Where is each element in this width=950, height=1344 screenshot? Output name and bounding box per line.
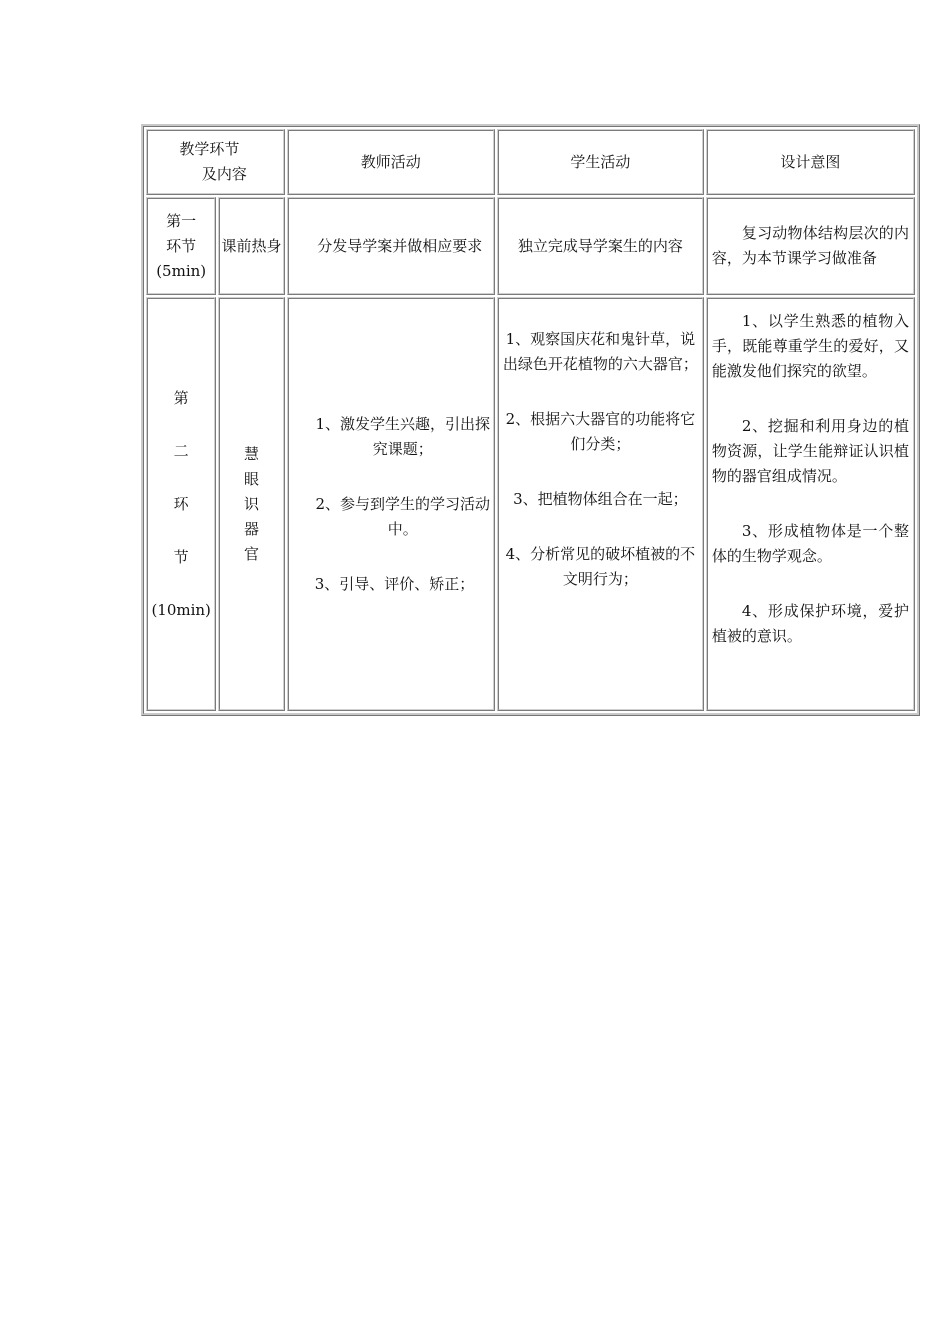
row2-intent-item: 4、形成保护环境，爱护植被的意识。 xyxy=(711,602,909,645)
row2-intent-item: 3、形成植物体是一个整体的生物学观念。 xyxy=(711,522,909,565)
row1-stage-line2: 环节 xyxy=(166,236,197,255)
header-stage-line1: 教学环节 xyxy=(179,140,240,158)
row2-name-char: 官 xyxy=(244,544,260,563)
row1-teacher-text: 分发导学案并做相应要求 xyxy=(317,236,483,255)
header-intent: 设计意图 xyxy=(706,129,915,195)
row2-teacher-item: 3、引导、评价、矫正； xyxy=(314,574,475,593)
row2-intent-item: 2、挖掘和利用身边的植物资源，让学生能辩证认识植物的器官组成情况。 xyxy=(711,417,909,485)
row2-name-cell xyxy=(218,297,284,711)
table-row xyxy=(146,297,915,711)
row2-stage-cell xyxy=(146,297,216,711)
lesson-plan-table xyxy=(141,124,920,716)
header-student: 学生活动 xyxy=(497,129,704,195)
row2-name-char: 识 xyxy=(244,494,260,513)
row1-stage-line1: 第一 xyxy=(166,211,197,230)
row2-student-item: 4、分析常见的破坏植被的不文明行为； xyxy=(505,545,696,588)
row1-student: 独立完成导学案生的内容 xyxy=(497,197,704,295)
row2-intent-item: 1、以学生熟悉的植物入手，既能尊重学生的爱好，又能激发他们探究的欲望。 xyxy=(711,312,909,380)
row2-name-char: 慧 xyxy=(244,444,260,463)
row1-stage-time: (5min) xyxy=(156,261,207,280)
row2-stage-char: 第 xyxy=(173,388,189,407)
row2-stage-char: 环 xyxy=(173,494,189,513)
table-row xyxy=(146,197,915,295)
row1-stage-cell xyxy=(146,197,216,295)
header-stage-cell xyxy=(146,129,285,195)
row2-student-item: 1、观察国庆花和鬼针草，说出绿色开花植物的六大器官； xyxy=(502,330,698,373)
row2-student-cell xyxy=(497,297,704,711)
row1-intent-text: 复习动物体结构层次的内容，为本节课学习做准备 xyxy=(711,224,909,267)
row1-intent-cell xyxy=(706,197,915,295)
row2-stage-char: 节 xyxy=(173,547,189,566)
row2-teacher-item: 1、激发学生兴趣，引出探究课题； xyxy=(315,414,491,458)
table-header-row xyxy=(146,129,915,195)
row2-stage-time: (10min) xyxy=(151,600,211,619)
header-stage-line2: 及内容 xyxy=(201,165,247,183)
row1-name: 课前热身 xyxy=(218,197,284,295)
row2-intent-cell xyxy=(706,297,915,711)
row2-teacher-cell xyxy=(287,297,495,711)
row2-name-char: 器 xyxy=(244,519,260,538)
row2-teacher-item: 2、参与到学生的学习活动中。 xyxy=(315,494,491,538)
header-teacher: 教师活动 xyxy=(287,129,495,195)
row1-teacher-cell xyxy=(287,197,495,295)
row2-name-char: 眼 xyxy=(244,469,260,488)
row2-student-item: 3、把植物体组合在一起； xyxy=(513,490,688,508)
row2-student-item: 2、根据六大器官的功能将它们分类； xyxy=(505,410,696,453)
row2-stage-char: 二 xyxy=(173,441,189,460)
